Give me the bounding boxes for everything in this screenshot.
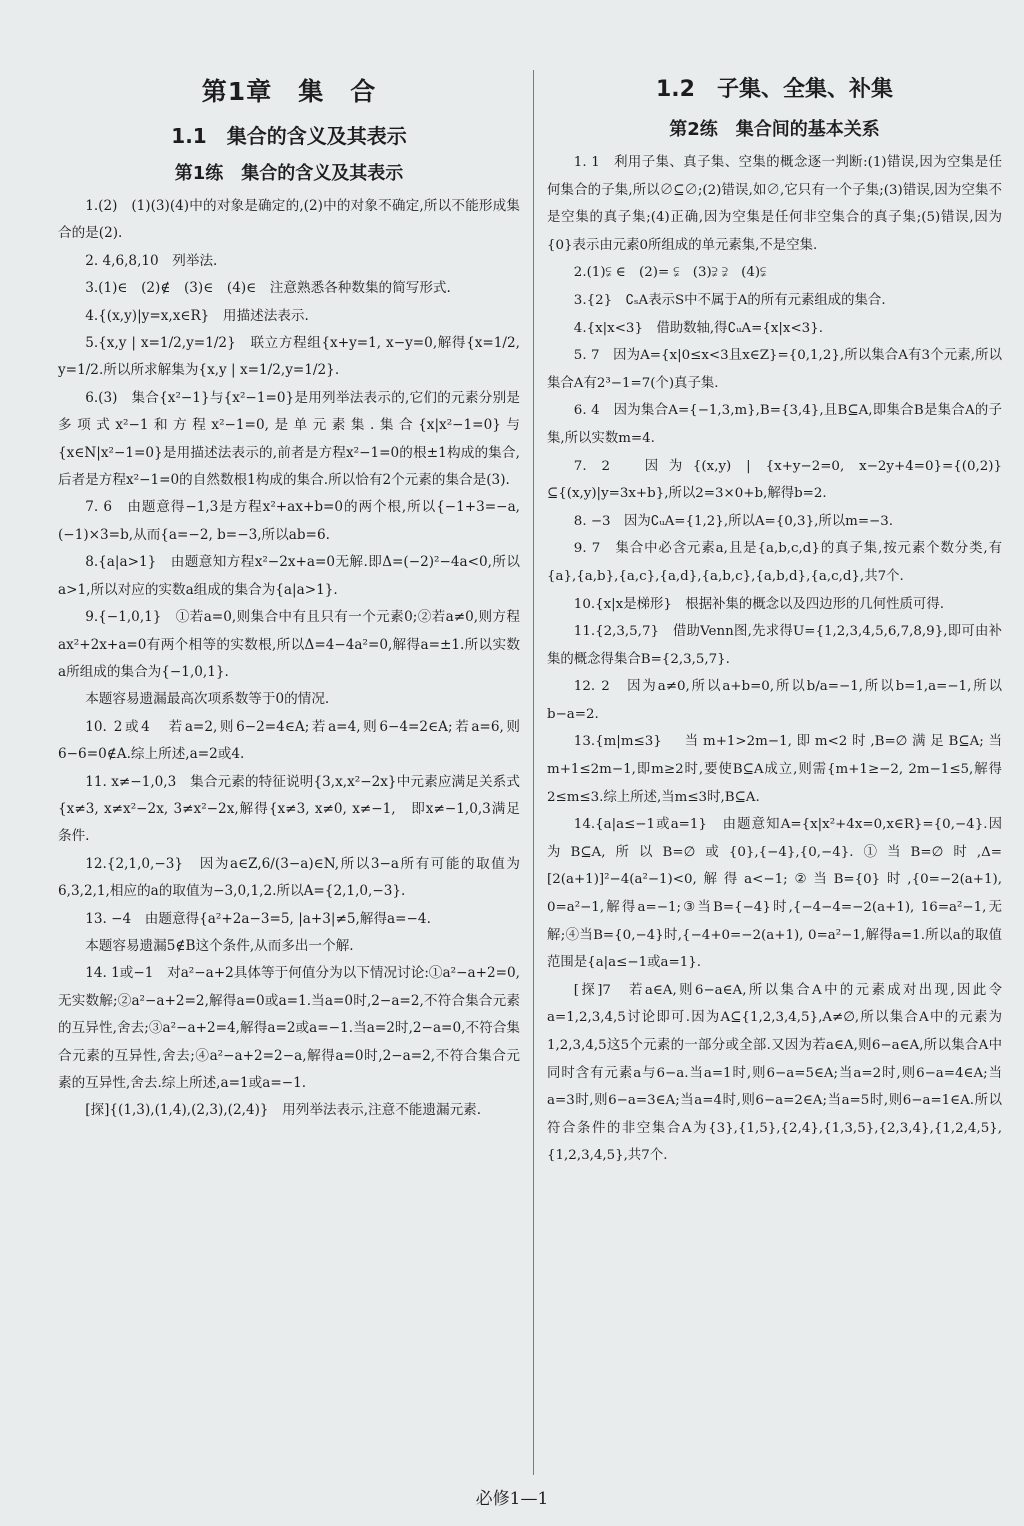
- answer-item: 2.(1)⫋ ∈ (2)= ⫋ (3)⫌ ⫌ (4)⫋: [573, 265, 766, 281]
- answer-item: 10. 2或4 若a=2,则6−2=4∈A;若a=4,则6−4=2∈A;若a=6,则6−6=0∉A.综上所述,a=2或4.: [58, 718, 520, 763]
- answer-item: 1.(2) (1)(3)(4)中的对象是确定的,(2)中的对象不确定,所以不能形成集合的是(2).: [58, 198, 520, 242]
- right-column: [547, 64, 1002, 1170]
- answer-item: 9.{−1,0,1} ①若a=0,则集合中有且只有一个元素0;②若a≠0,则方程ax²+2x+a=0有两个相等的实数根,所以Δ=4−4a²=0,解得a=±1.所以实数a所组成的集合为{−1,0,1}.: [58, 609, 520, 680]
- section-title-1-2: 1.2 子集、全集、补集: [656, 77, 893, 102]
- answer-item: 5.{x,y | x=1/2,y=1/2} 联立方程组{x+y=1, x−y=0,解得{x=1/2, y=1/2.所以所求解集为{x,y | x=1/2,y=1/2}.: [58, 335, 520, 379]
- answer-item: 4.{(x,y)|y=x,x∈R} 用描述法表示.: [85, 307, 309, 324]
- answer-item: 13.{m|m≤3} 当m+1>2m−1,即m<2时,B=∅满足B⊆A;当m+1≤2m−1,即m≥2时,要使B⊆A成立,则需{m+1≥−2, 2m−1≤5,解得2≤m≤3.综上所述,当m≤3时,B⊆A.: [547, 734, 1002, 805]
- answer-item: 12. 2 因为a≠0,所以a+b=0,所以b/a=−1,所以b=1,a=−1,所以b−a=2.: [547, 679, 1002, 722]
- answer-item: 3.(1)∈ (2)∉ (3)∈ (4)∈ 注意熟悉各种数集的简写形式.: [85, 280, 451, 297]
- answer-item: 5. 7 因为A={x|0≤x<3且x∈Z}={0,1,2},所以集合A有3个元素,所以集合A有2³−1=7(个)真子集.: [547, 348, 1002, 391]
- explore-item: [探]{(1,3),(1,4),(2,3),(2,4)} 用列举法表示,注意不能遗漏元素.: [85, 1102, 482, 1119]
- section-title-1-1: 1.1 集合的含义及其表示: [171, 124, 407, 148]
- answer-item: 8.{a|a>1} 由题意知方程x²−2x+a=0无解.即Δ=(−2)²−4a<0,所以a>1,所以对应的实数a组成的集合为{a|a>1}.: [58, 554, 520, 598]
- explore-item: [探]7 若a∈A,则6−a∈A,所以集合A中的元素成对出现,因此令a=1,2,3,4,5讨论即可.因为A⊆{1,2,3,4,5},A≠∅,所以集合A中的元素为1,2,3,4,5这5个元素的一部分或全部.又因为若a∈A,则6−a∈A,所以集合A中同时含有元素a与6−a.当a=1时,则6−a=5∈A;当a=2时,则6−a=4∈A;当a=3时,则6−a=3∈A;当a=4时,则6−a=2∈A;当a=5时,则6−a=1∈A.所以符合条件的非空集合A为{3},{1,5},{2,4},{1,3,5},{2,3,4},{1,2,4,5},{1,2,3,4,5},共7个.: [547, 982, 1002, 1164]
- left-column: [58, 64, 520, 1125]
- chapter-title: 第1章 集 合: [201, 77, 377, 106]
- answer-item: 13. −4 由题意得{a²+2a−3=5, |a+3|≠5,解得a=−4.: [85, 910, 431, 927]
- answer-item: 8. −3 因为∁ᵤA={1,2},所以A={0,3},所以m=−3.: [573, 513, 894, 529]
- note-item: 本题容易遗漏最高次项系数等于0的情况.: [85, 691, 330, 708]
- answer-item: 7. 2 因为{(x,y) | {x+y−2=0, x−2y+4=0}={(0,2)}⊆{(x,y)|y=3x+b},所以2=3×0+b,解得b=2.: [547, 458, 1002, 502]
- answer-item: 14. 1或−1 对a²−a+2具体等于何值分为以下情况讨论:①a²−a+2=0,无实数解;②a²−a+2=2,解得a=0或a=1.当a=0时,2−a=2,不符合集合元素的互异性,舍去;③a²−a+2=4,解得a=2或a=−1.当a=2时,2−a=0,不符合集合元素的互异性,舍去;④a²−a+2=2−a,解得a=0时,2−a=2,不符合集合元素的互异性,舍去.综上所述,a=1或a=−1.: [58, 965, 520, 1091]
- exercise-title-1: 第1练 集合的含义及其表示: [174, 163, 404, 184]
- answer-item: 7. 6 由题意得−1,3是方程x²+ax+b=0的两个根,所以{−1+3=−a, (−1)×3=b,从而{a=−2, b=−3,所以ab=6.: [58, 499, 520, 543]
- page-footer: 必修1—1: [475, 1489, 549, 1509]
- answer-item: 10.{x|x是梯形} 根据补集的概念以及四边形的几何性质可得.: [573, 596, 944, 612]
- exercise-title-2: 第2练 集合间的基本关系: [669, 119, 880, 140]
- note-item: 本题容易遗漏5∉B这个条件,从而多出一个解.: [85, 937, 354, 954]
- answer-item: 9. 7 集合中必含元素a,且是{a,b,c,d}的真子集,按元素个数分类,有{a},{a,b},{a,c},{a,d},{a,b,c},{a,b,d},{a,c,d},共7个.: [547, 541, 1002, 584]
- answer-item: 14.{a|a≤−1或a=1} 由题意知A={x|x²+4x=0,x∈R}={0,−4}.因为B⊆A,所以B=∅或{0},{−4},{0,−4}.①当B=∅时,Δ=[2(a+1)]²−4(a²−1)<0,解得a<−1;②当B={0}时,{0=−2(a+1), 0=a²−1,解得a=−1;③当B={−4}时,{−4−4=−2(a+1), 16=a²−1,无解;④当B={0,−4}时,{−4+0=−2(a+1), 0=a²−1,解得a=1.所以a的取值范围是{a|a≤−1或a=1}.: [547, 817, 1002, 971]
- answer-item: 4.{x|x<3} 借助数轴,得∁ᵤA={x|x<3}.: [573, 320, 823, 336]
- answer-item: 3.{2} ∁ₛA表示S中不属于A的所有元素组成的集合.: [573, 292, 886, 308]
- answer-item: 1. 1 利用子集、真子集、空集的概念逐一判断:(1)错误,因为空集是任何集合的子集,所以∅⊆∅;(2)错误,如∅,它只有一个子集;(3)错误,因为空集不是空集的真子集;(4)正确,因为空集是任何非空集合的真子集;(5)错误,因为{0}表示由元素0所组成的单元素集,不是空集.: [547, 155, 1002, 253]
- answer-item: 11.{2,3,5,7} 借助Venn图,先求得U={1,2,3,4,5,6,7,8,9},即可由补集的概念得集合B={2,3,5,7}.: [547, 624, 1002, 667]
- answer-item: 6. 4 因为集合A={−1,3,m},B={3,4},且B⊆A,即集合B是集合A的子集,所以实数m=4.: [547, 403, 1002, 446]
- answer-item: 2. 4,6,8,10 列举法.: [85, 252, 218, 269]
- answer-item: 11. x≠−1,0,3 集合元素的特征说明{3,x,x²−2x}中元素应满足关系式{x≠3, x≠x²−2x, 3≠x²−2x,解得{x≠3, x≠0, x≠−1, 即x≠−1,0,3满足条件.: [58, 773, 520, 845]
- column-divider: [533, 70, 534, 1475]
- answer-item: 12.{2,1,0,−3} 因为a∈Z,6/(3−a)∈N,所以3−a所有可能的取值为6,3,2,1,相应的a的取值为−3,0,1,2.所以A={2,1,0,−3}.: [58, 855, 520, 900]
- answer-item: 6.(3) 集合{x²−1}与{x²−1=0}是用列举法表示的,它们的元素分别是多项式x²−1和方程x²−1=0,是单元素集.集合{x|x²−1=0}与{x∈N|x²−1=0}是用描述法表示的,前者是方程x²−1=0的根±1构成的集合,后者是方程x²−1=0的自然数根1构成的集合.所以恰有2个元素的集合是(3).: [58, 389, 520, 489]
